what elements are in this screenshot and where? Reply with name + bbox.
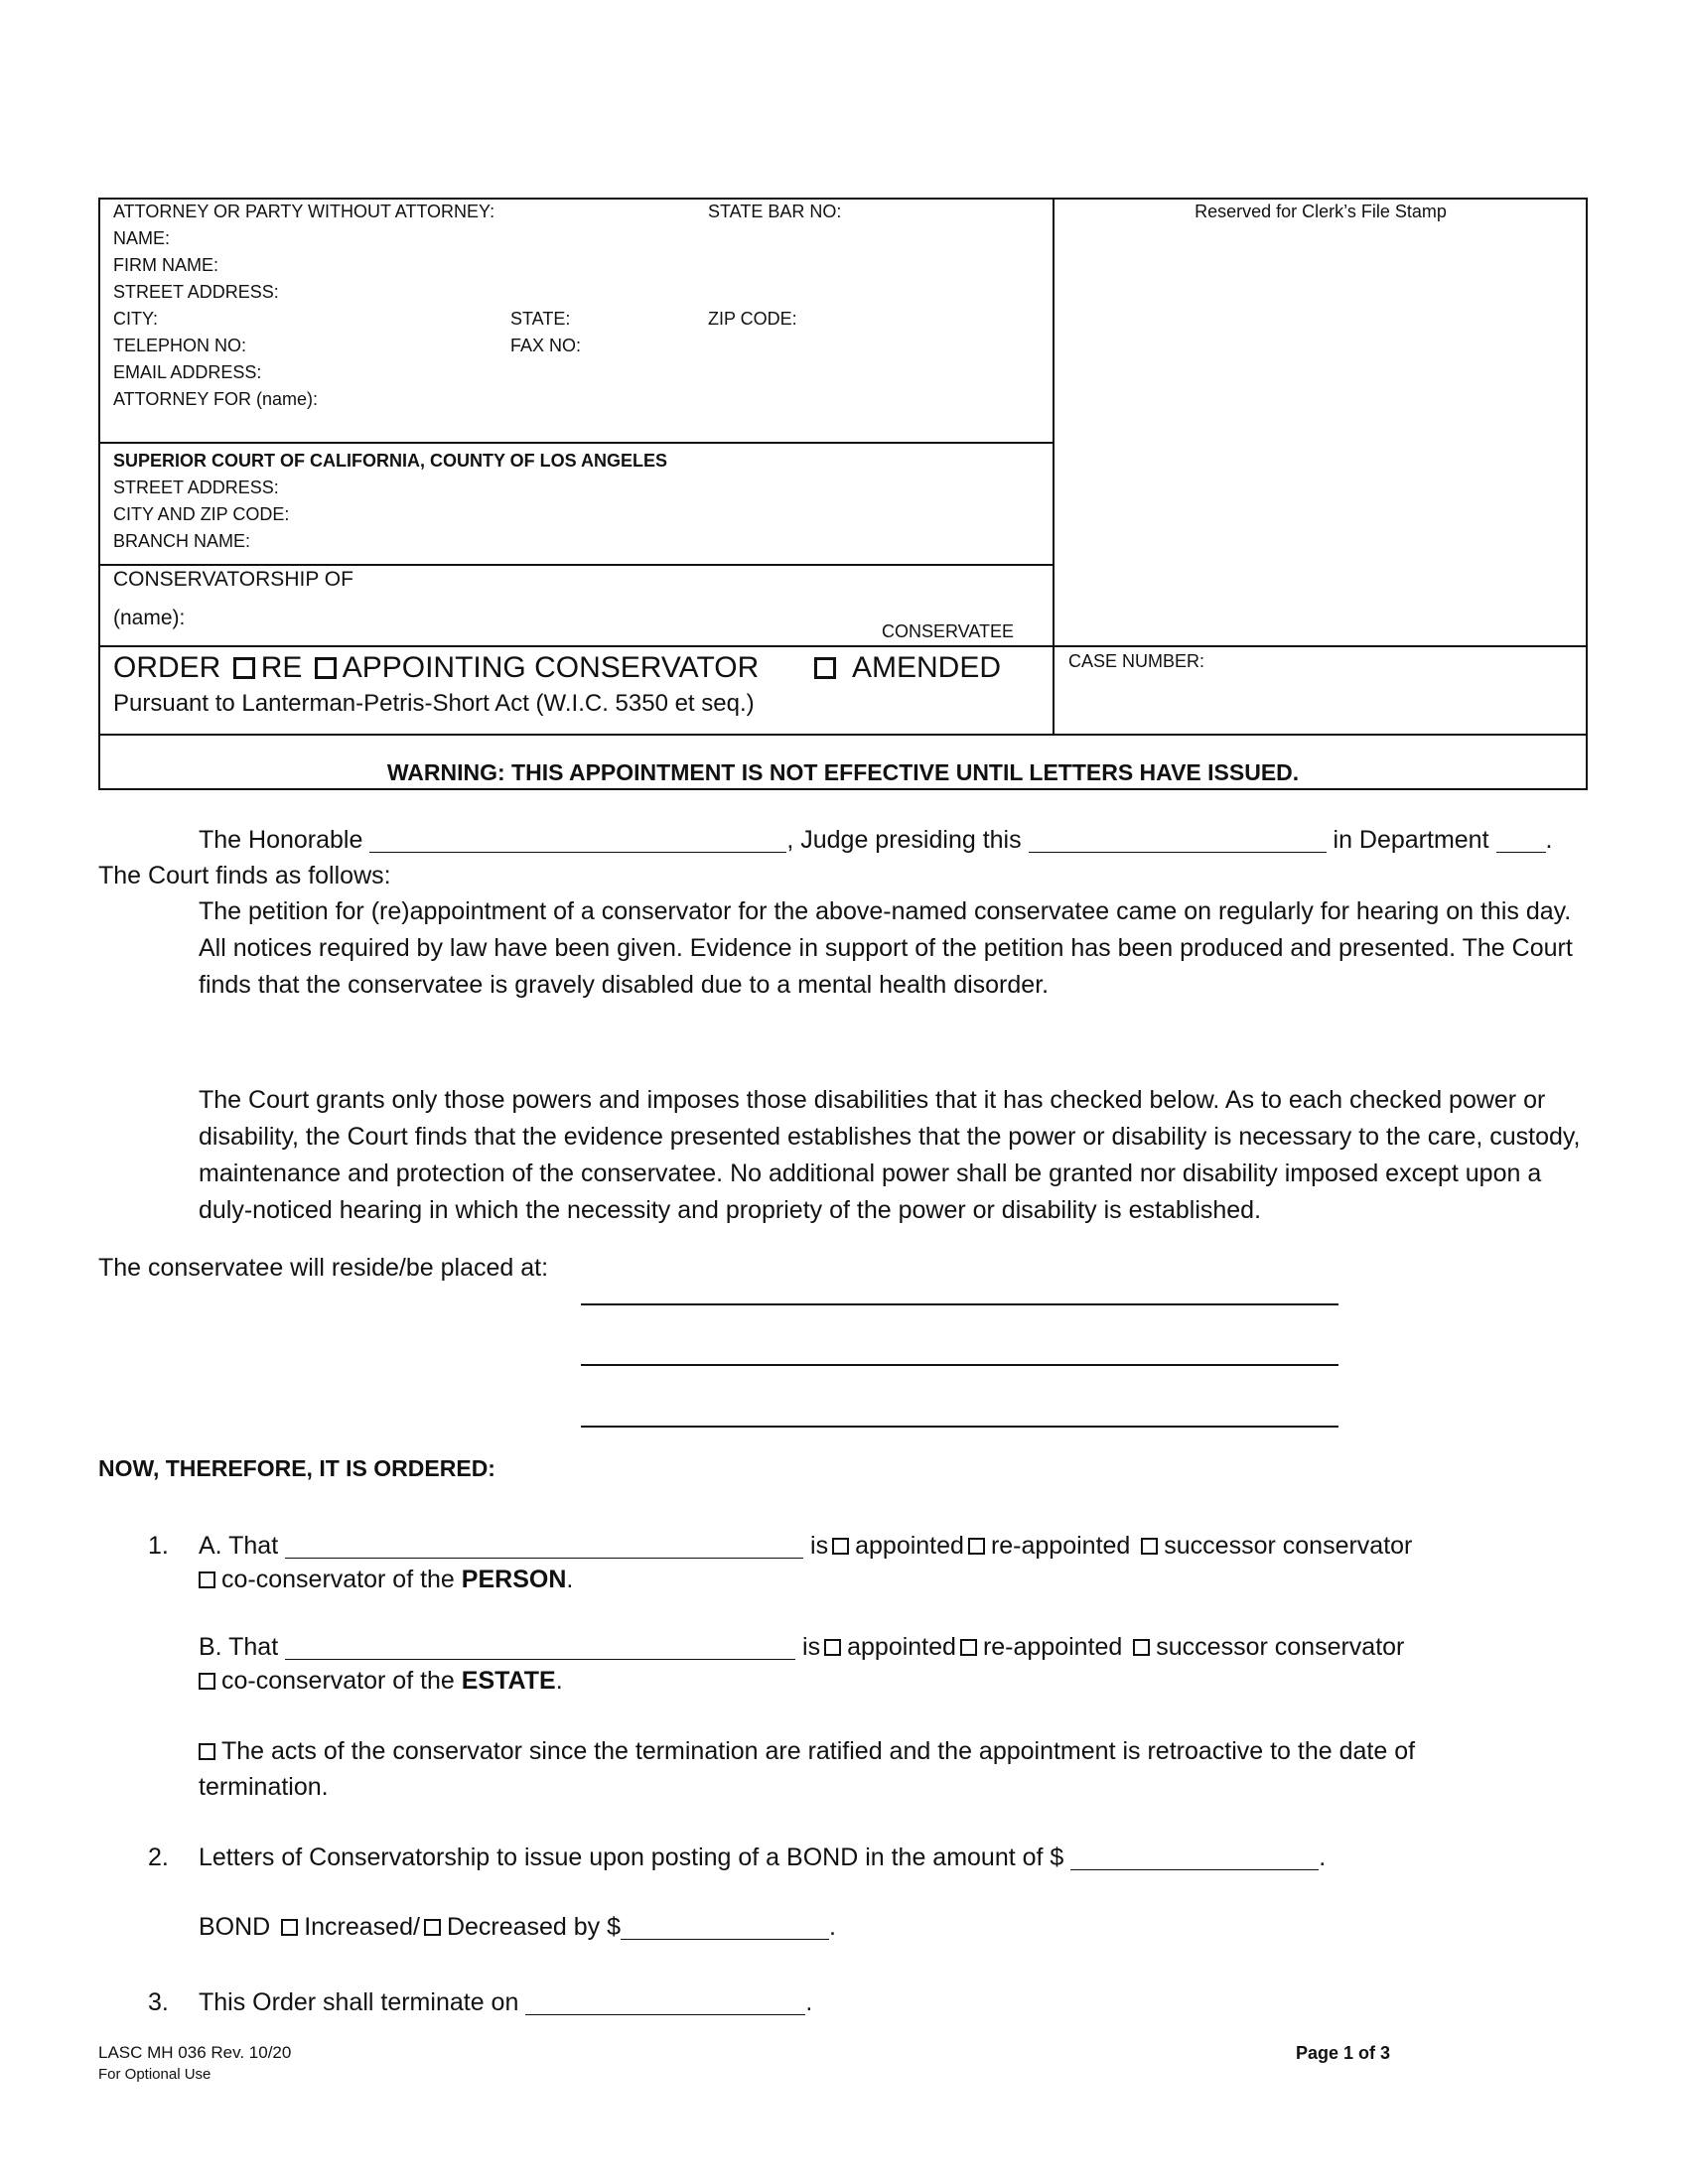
petition-paragraph xyxy=(98,893,1588,1004)
honorable-line xyxy=(199,823,1552,857)
decreased-text: Decreased by $ xyxy=(446,1913,622,1941)
terminate-text: This Order shall terminate on xyxy=(199,1988,519,2016)
residence-line-2[interactable] xyxy=(581,1364,1338,1366)
ratified-checkbox[interactable] xyxy=(199,1743,215,1760)
re-word: RE xyxy=(260,651,303,684)
email-label: EMAIL ADDRESS: xyxy=(113,362,262,382)
period: . xyxy=(829,1913,836,1941)
page-number: Page 1 of 3 xyxy=(1296,2043,1391,2063)
state-label: STATE: xyxy=(510,309,571,329)
name-label: NAME: xyxy=(113,228,171,248)
residence-line-3[interactable] xyxy=(581,1426,1338,1428)
reside-label: The conservatee will reside/be placed at: xyxy=(98,1254,549,1282)
conservatee-label: CONSERVATEE xyxy=(882,621,1015,641)
successor-text: successor conservator xyxy=(1156,1633,1405,1661)
item-3-number: 3. xyxy=(148,1988,169,2016)
case-number-label: CASE NUMBER: xyxy=(1068,651,1205,671)
item-1a-line2 xyxy=(195,1563,573,1596)
warning-text: WARNING: THIS APPOINTMENT IS NOT EFFECTIVE UNTIL LETTERS HAVE ISSUED. xyxy=(386,759,1300,785)
period: . xyxy=(555,1667,563,1695)
letters-text: Letters of Conservatorship to issue upon posting of a BOND in the amount of $ xyxy=(199,1843,1064,1871)
amended-checkbox[interactable] xyxy=(814,657,836,679)
is-text: is xyxy=(810,1532,829,1560)
item-2-number: 2. xyxy=(148,1843,169,1871)
street-address-label: STREET ADDRESS: xyxy=(113,282,279,302)
1b-successor-checkbox[interactable] xyxy=(1133,1639,1150,1656)
1a-reappointed-checkbox[interactable] xyxy=(968,1538,985,1555)
1b-reappointed-checkbox[interactable] xyxy=(960,1639,977,1656)
department-field[interactable] xyxy=(1496,828,1546,853)
optional-use: For Optional Use xyxy=(98,2066,211,2083)
powers-text: The Court grants only those powers and imposes those disabilities that it has checked below. As to each checked power or disability, the Court finds that the evidence presented establishes that the power or disability is necessary to the care, custody, maintenance and protection of the conservatee. No additional power shall be granted nor disability imposed except upon a duly-noticed hearing in which the necessity and propriety of the power or disability is established. xyxy=(199,1086,1581,1224)
amended-option xyxy=(810,650,1001,686)
item-1-number: 1. xyxy=(148,1532,169,1560)
petition-text: The petition for (re)appointment of a conservator for the above-named conservatee came on regularly for hearing on this day. All notices required by law have been given. Evidence in support of the petition has been produced and presented. The Court finds that the conservatee is gravely disabled due to a mental health disorder. xyxy=(199,897,1573,999)
bond-change-amount-field[interactable] xyxy=(621,1915,829,1940)
bond-line xyxy=(199,1910,836,1944)
ratified-paragraph xyxy=(199,1733,1509,1805)
state-bar-label: STATE BAR NO: xyxy=(708,202,842,221)
reappointed-text: re-appointed xyxy=(982,1633,1123,1661)
period: . xyxy=(805,1988,813,2016)
branch-name-label: BRANCH NAME: xyxy=(113,531,251,551)
order-subtitle: Pursuant to Lanterman-Petris-Short Act (W.I.C. 5350 et seq.) xyxy=(113,690,755,717)
appointed-text: appointed xyxy=(855,1532,964,1560)
order-word: ORDER xyxy=(113,651,221,684)
order-title xyxy=(113,650,759,686)
estate-text: ESTATE xyxy=(461,1667,556,1695)
bond-label: BOND xyxy=(199,1913,271,1941)
item-2-line xyxy=(199,1841,1326,1874)
item-1b-label: B. That xyxy=(199,1633,279,1661)
attorney-label: ATTORNEY OR PARTY WITHOUT ATTORNEY: xyxy=(113,202,495,221)
court-street-label: STREET ADDRESS: xyxy=(113,478,279,497)
appointed-text: appointed xyxy=(847,1633,956,1661)
period: . xyxy=(566,1566,574,1593)
increased-text: Increased/ xyxy=(304,1913,420,1941)
date-field[interactable] xyxy=(1029,828,1327,853)
court-city-zip-label: CITY AND ZIP CODE: xyxy=(113,504,290,524)
1a-successor-checkbox[interactable] xyxy=(1141,1538,1158,1555)
item-1a-label: A. That xyxy=(199,1532,279,1560)
1b-coconservator-checkbox[interactable] xyxy=(199,1673,215,1690)
honorable-prefix: The Honorable xyxy=(199,826,363,854)
item-1b-line2 xyxy=(195,1664,563,1698)
person-text: PERSON xyxy=(461,1566,567,1593)
coconservator-text: co-conservator of the xyxy=(221,1566,455,1593)
re-checkbox[interactable] xyxy=(233,657,255,679)
bond-decreased-checkbox[interactable] xyxy=(424,1919,441,1936)
conservatorship-label: CONSERVATORSHIP OF xyxy=(113,568,353,591)
fax-label: FAX NO: xyxy=(510,336,582,355)
zip-code-label: ZIP CODE: xyxy=(708,309,797,329)
attorney-for-label: ATTORNEY FOR (name): xyxy=(113,389,319,409)
bond-increased-checkbox[interactable] xyxy=(281,1919,298,1936)
city-label: CITY: xyxy=(113,309,159,329)
name-paren-label: (name): xyxy=(113,607,186,629)
item-1b-line xyxy=(199,1630,1404,1664)
ratified-text: The acts of the conservator since the termination are ratified and the appointment is retroactive to the date of termination. xyxy=(199,1737,1416,1801)
residence-line-1[interactable] xyxy=(581,1303,1338,1305)
conservator-estate-name-field[interactable] xyxy=(285,1635,795,1660)
1b-appointed-checkbox[interactable] xyxy=(824,1639,841,1656)
appointing-checkbox[interactable] xyxy=(315,657,337,679)
termination-date-field[interactable] xyxy=(525,1990,805,2015)
court-name: SUPERIOR COURT OF CALIFORNIA, COUNTY OF LOS ANGELES xyxy=(113,451,668,471)
bond-amount-field[interactable] xyxy=(1070,1845,1319,1870)
period: . xyxy=(1545,826,1553,854)
period: . xyxy=(1319,1843,1327,1871)
telephone-label: TELEPHON NO: xyxy=(113,336,247,355)
coconservator-text: co-conservator of the xyxy=(221,1667,455,1695)
successor-text: successor conservator xyxy=(1164,1532,1413,1560)
is-text: is xyxy=(802,1633,821,1661)
judge-name-field[interactable] xyxy=(369,828,786,853)
item-3-line xyxy=(199,1985,812,2019)
1a-coconservator-checkbox[interactable] xyxy=(199,1571,215,1588)
clerk-stamp-label: Reserved for Clerk’s File Stamp xyxy=(1195,202,1447,221)
amended-word: AMENDED xyxy=(852,651,1002,684)
form-id: LASC MH 036 Rev. 10/20 xyxy=(98,2043,292,2062)
reappointed-text: re-appointed xyxy=(990,1532,1131,1560)
firm-name-label: FIRM NAME: xyxy=(113,255,218,275)
court-finds-text: The Court finds as follows: xyxy=(98,862,391,889)
1a-appointed-checkbox[interactable] xyxy=(832,1538,849,1555)
item-1a-line xyxy=(199,1529,1412,1563)
judge-presiding-text: , Judge presiding this xyxy=(786,826,1022,854)
appointing-word: APPOINTING CONSERVATOR xyxy=(342,651,760,684)
conservator-person-name-field[interactable] xyxy=(285,1534,803,1559)
powers-paragraph xyxy=(98,1082,1588,1229)
in-department-text: in Department xyxy=(1333,826,1489,854)
ordered-heading: NOW, THEREFORE, IT IS ORDERED: xyxy=(98,1455,495,1481)
